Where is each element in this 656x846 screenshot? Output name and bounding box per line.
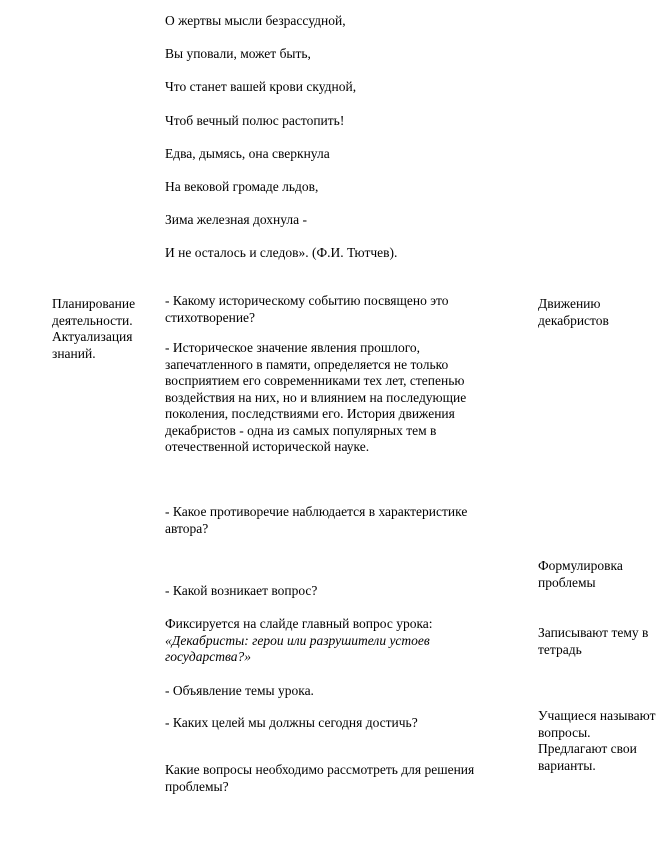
slide-lesson-question: «Декабристы: герои или разрушители устоев государства?»	[165, 632, 430, 664]
teacher-historical-significance: - Историческое значение явления прошлого, запечатленного в памяти, определяется не только восприятием его современниками тех лет, степенью воздействия на них, но и влиянием на последующие поколения, последствиями его. История движения декабристов - одна из самых популярных тем в отечественной исторической науке.	[165, 340, 467, 454]
teacher-question-goals: - Каких целей мы должны сегодня достичь?	[165, 715, 418, 730]
poem-line-2: Вы уповали, может быть,	[165, 46, 311, 61]
student-formulate-problem: Формулировка проблемы	[538, 558, 623, 590]
teacher-announce-topic: - Объявление темы урока.	[165, 683, 314, 698]
poem-line-8: И не осталось и следов». (Ф.И. Тютчев).	[165, 245, 398, 260]
poem-line-4: Чтоб вечный полюс растопить!	[165, 113, 345, 128]
poem-line-5: Едва, дымясь, она сверкнула	[165, 146, 330, 161]
teacher-question-event: - Какому историческому событию посвящено это стихотворение?	[165, 293, 449, 325]
poem-line-6: На вековой громаде льдов,	[165, 179, 319, 194]
teacher-question-issues: Какие вопросы необходимо рассмотреть для решения проблемы?	[165, 762, 475, 794]
slide-intro-text: Фиксируется на слайде главный вопрос урока:	[165, 616, 433, 631]
teacher-question-contradiction: - Какое противоречие наблюдается в характеристике автора?	[165, 504, 468, 536]
poem-line-1: О жертвы мысли безрассудной,	[165, 13, 346, 28]
student-name-questions: Учащиеся называют вопросы. Предлагают свои варианты.	[538, 708, 656, 773]
poem-line-7: Зима железная дохнула -	[165, 212, 307, 227]
lesson-stage-label: Планирование деятельности. Актуализация знаний.	[52, 296, 136, 361]
teacher-question-arising: - Какой возникает вопрос?	[165, 583, 318, 598]
teacher-slide-main-question	[165, 616, 505, 666]
student-answer-movement: Движению декабристов	[538, 296, 609, 328]
student-write-topic: Записывают тему в тетрадь	[538, 625, 649, 657]
poem-line-3: Что станет вашей крови скудной,	[165, 79, 357, 94]
